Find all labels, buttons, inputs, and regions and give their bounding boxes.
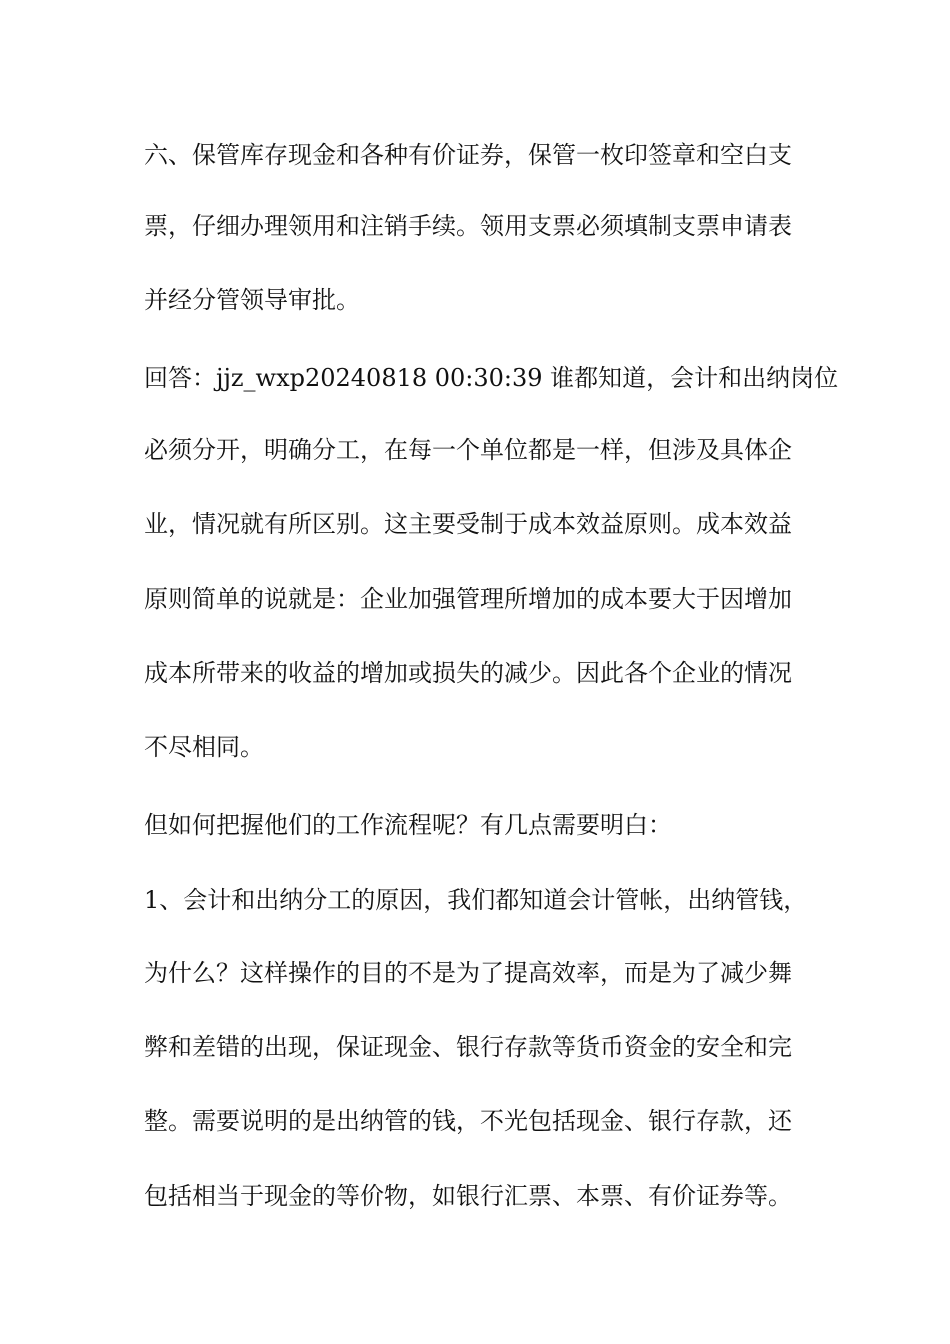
text-line: 但如何把握他们的工作流程呢？有几点需要明白：	[144, 811, 672, 839]
text-line: 原则简单的说就是：企业加强管理所增加的成本要大于因增加	[144, 585, 792, 613]
text-line: 整。需要说明的是出纳管的钱，不光包括现金、银行存款，还	[144, 1107, 792, 1135]
text-line: 必须分开，明确分工，在每一个单位都是一样，但涉及具体企	[144, 436, 792, 464]
text-line: 业，情况就有所区别。这主要受制于成本效益原则。成本效益	[144, 510, 792, 538]
text-line: 成本所带来的收益的增加或损失的减少。因此各个企业的情况	[144, 659, 792, 687]
text-line: 票，仔细办理领用和注销手续。领用支票必须填制支票申请表	[144, 212, 792, 240]
text-line: 包括相当于现金的等价物，如银行汇票、本票、有价证券等。	[144, 1182, 792, 1210]
text-line: 为什么？这样操作的目的不是为了提高效率，而是为了减少舞	[144, 959, 792, 987]
text-line: 回答：jjz_wxp20240818 00:30:39 谁都知道，会计和出纳岗位	[144, 364, 839, 392]
text-line: 并经分管领导审批。	[144, 286, 360, 314]
text-line: 弊和差错的出现，保证现金、银行存款等货币资金的安全和完	[144, 1033, 792, 1061]
text-line: 六、保管库存现金和各种有价证券，保管一枚印签章和空白支	[144, 141, 792, 169]
text-line: 1、会计和出纳分工的原因，我们都知道会计管帐，出纳管钱，	[144, 886, 808, 914]
text-line: 不尽相同。	[144, 733, 264, 761]
